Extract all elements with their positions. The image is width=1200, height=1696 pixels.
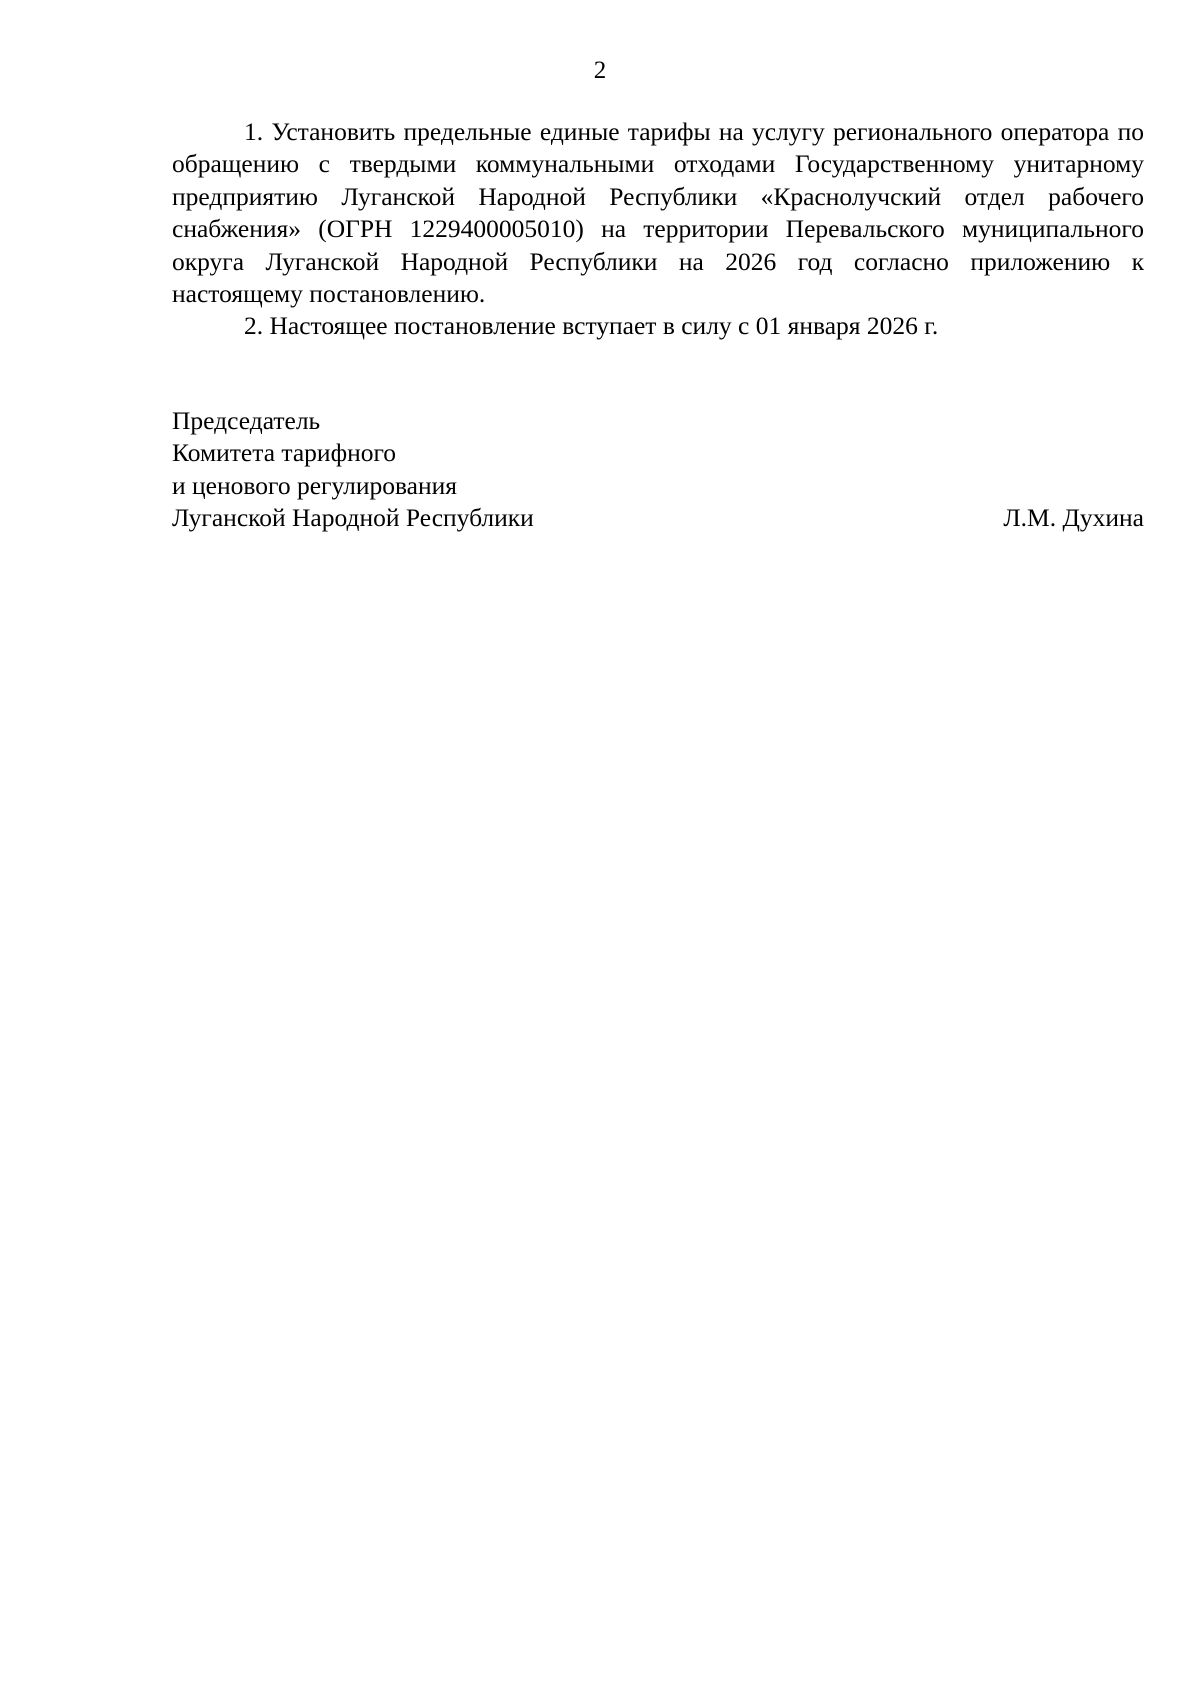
signature-position-line-2 [172, 437, 1144, 469]
signature-position-line-1 [172, 405, 1144, 437]
signer-title-line: Комитета тарифного [172, 438, 397, 468]
signature-block [172, 405, 1144, 535]
signer-name: Л.М. Духина [1003, 503, 1144, 533]
signer-title-line: Луганской Народной Республики [172, 503, 534, 533]
document-body [172, 116, 1144, 343]
signature-position-line-4 [172, 502, 1144, 534]
paragraph-1: 1. Установить предельные единые тарифы на услугу регионального оператора по обращению с твердыми коммунальными отходами Государственному унитарному предприятию Луганской Народной Республики «Краснолучский отдел рабочего снабжения» (ОГРН 1229400005010) на территории Перевальского муниципального округа Луганской Народной Республики на 2026 год согласно приложению к настоящему постановлению. [172, 117, 1144, 309]
paragraph-2: 2. Настоящее постановление вступает в силу с 01 января 2026 г. [244, 311, 939, 341]
signer-title-line: и ценового регулирования [172, 470, 458, 500]
page-number: 2 [593, 57, 607, 84]
signature-position-line-3 [172, 470, 1144, 502]
signer-title-line: Председатель [172, 406, 321, 435]
